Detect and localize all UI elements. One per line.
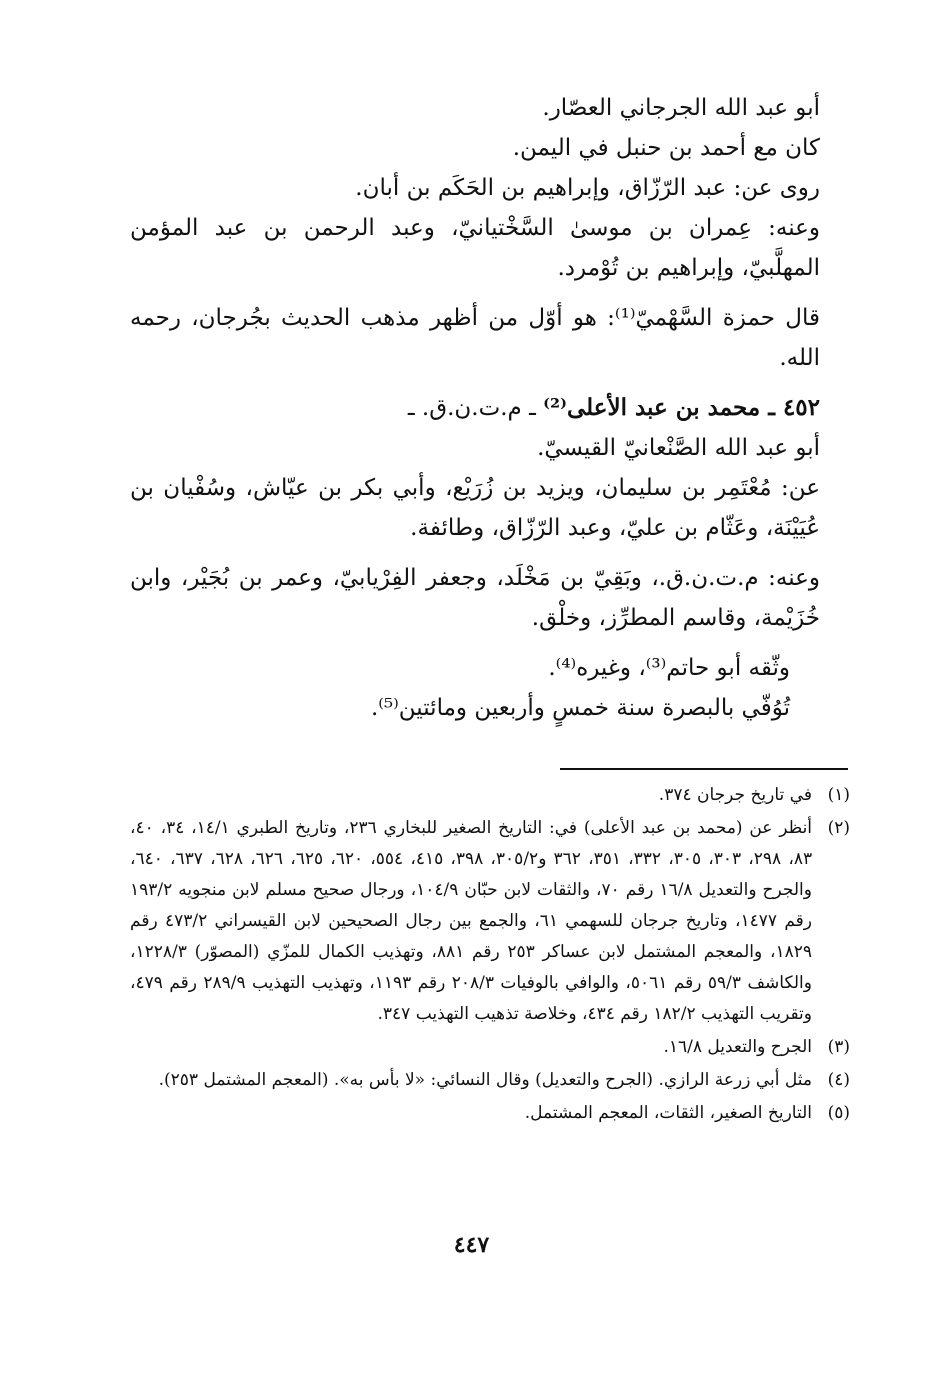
- text-line: تُوُفّي بالبصرة سنة خمسٍ وأربعين ومائتين⁽⁵⁾.: [370, 695, 790, 721]
- text-line: قال حمزة السَّهْميّ⁽¹⁾: هو أوّل من أظهر مذهب الحديث بجُرجان، رحمه الله.: [130, 305, 820, 371]
- text-line: أبو عبد الله الصَّنْعانيّ القيسيّ.: [537, 435, 820, 461]
- text-line: عن: مُعْتَمِر بن سليمان، ويزيد بن زُرَيْع، وأبي بكر بن عيّاش، وسُفْيان بن عُيَيْنَة، وعَثّام بن عليّ، وعبد الرّزّاق، وطائفة.: [130, 475, 820, 541]
- footnote-number: (٥): [827, 1103, 850, 1123]
- footnote: [130, 813, 850, 1030]
- footnote: [130, 1065, 850, 1096]
- footnote: [130, 780, 850, 811]
- footnote-text: مثل أبي زرعة الرازي. (الجرح والتعديل) وقال النسائي: «لا بأس به». (المعجم المشتمل ٢٥٣).: [158, 1070, 812, 1090]
- text-line: وعنه: م.ت.ن.ق.، وبَقِيّ بن مَخْلَد، وجعفر الفِرْيابيّ، وعمر بن بُجَيْر، وابن خُزَيْمة، وقاسم المطرِّز، وخلْق.: [130, 565, 820, 631]
- footnote-text: التاريخ الصغير، الثقات، المعجم المشتمل.: [524, 1103, 812, 1123]
- page-number: ٤٤٧: [453, 1232, 490, 1258]
- text-line: وثّقه أبو حاتم⁽³⁾، وغيره⁽⁴⁾.: [548, 655, 790, 681]
- footnote-number: (٢): [827, 818, 850, 838]
- footnote: [130, 1098, 850, 1129]
- footnote-text: الجرح والتعديل ١٦/٨.: [663, 1037, 812, 1057]
- entry-heading: [130, 388, 850, 428]
- text-line: كان مع أحمد بن حنبل في اليمن.: [512, 135, 820, 161]
- footnote-text: في تاريخ جرجان ٣٧٤.: [658, 785, 812, 805]
- text-line: روى عن: عبد الرّزّاق، وإبراهيم بن الحَكَم بن أبان.: [355, 175, 820, 201]
- text-line: وعنه: عِمران بن موسىٰ السَّخْتيانيّ، وعبد الرحمن بن عبد المؤمن المهلَّبيّ، وإبراهيم بن تُوْمرد.: [130, 215, 820, 281]
- entry-codes: ـ م.ت.ن.ق. ـ: [407, 395, 544, 421]
- footnote-number: (٤): [827, 1070, 850, 1090]
- footnote-divider: [560, 768, 848, 770]
- footnote: [130, 1032, 850, 1063]
- text-line: أبو عبد الله الجرجاني العصّار.: [542, 95, 820, 121]
- footnotes: [130, 780, 850, 1131]
- footnote-number: (١): [827, 785, 850, 805]
- footnote-number: (٣): [827, 1037, 850, 1057]
- main-text: [130, 88, 850, 728]
- footnote-text: أنظر عن (محمد بن عبد الأعلى) في: التاريخ الصغير للبخاري ٢٣٦، وتاريخ الطبري ١٤/١، ٣٤، ٤٠، ٨٣، ٢٩٨، ٣٠٣، ٣٠٥، ٣٣٢، ٣٥١، ٣٦٢ و٣٠٥/٢، ٣٩٨، ٤١٥، ٥٥٤، ٦٢٠، ٦٢٥، ٦٢٦، ٦٢٨، ٦٣٧، ٦٤٠، والجرح والتعديل ١٦/٨ رقم ٧٠، والثقات لابن حبّان ١٠٤/٩، ورجال صحيح مسلم لابن منجويه ١٩٣/٢ رقم ١٤٧٧، وتاريخ جرجان للسهمي ٦١، والجمع بين رجال الصحيحين لابن القيسراني ٤٧٣/٢ رقم ١٨٢٩، والمعجم المشتمل لابن عساكر ٢٥٣ رقم ٨٨١، وتهذيب الكمال للمزّي (المصوّر) ١٢٢٨/٣، والكاشف ٥٩/٣ رقم ٥٠٦١، والوافي بالوفيات ٢٠٨/٣ رقم ١١٩٣، وتهذيب التهذيب ٢٨٩/٩ رقم ٤٧٩، وتقريب التهذيب ١٨٢/٢ رقم ٤٣٤، وخلاصة تذهيب التهذيب ٣٤٧.: [130, 818, 813, 1024]
- entry-title: ٤٥٢ ـ محمد بن عبد الأعلى⁽²⁾: [543, 394, 820, 421]
